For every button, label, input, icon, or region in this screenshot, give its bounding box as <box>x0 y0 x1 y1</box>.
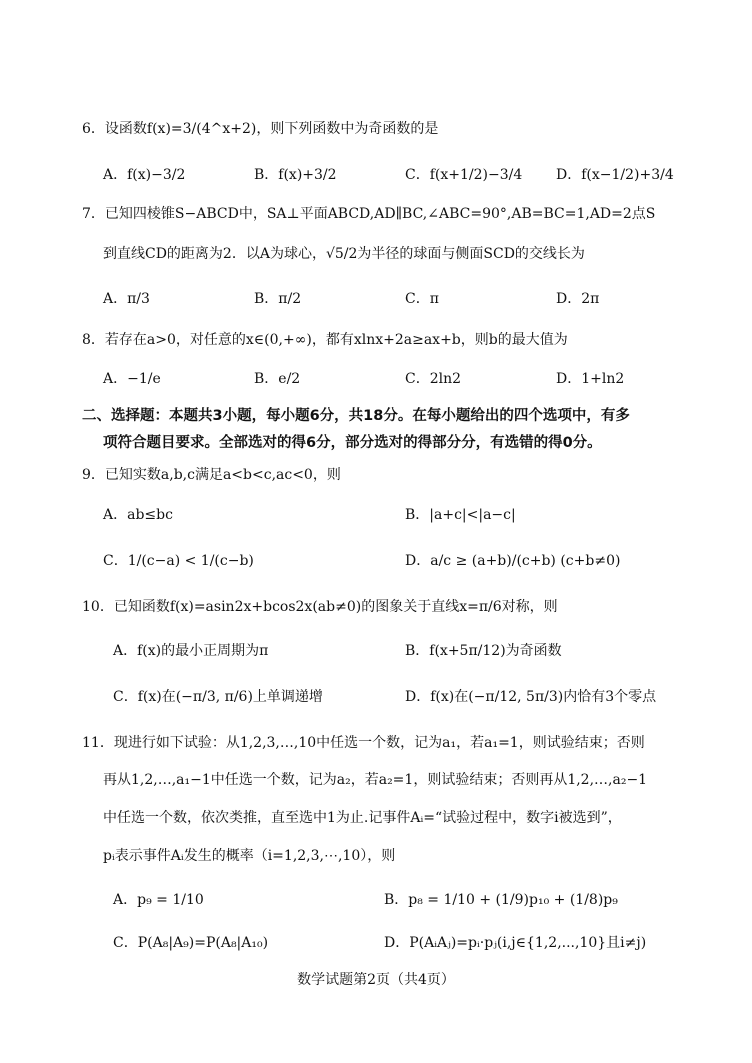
q11-line4: pᵢ表示事件Aᵢ发生的概率（i=1,2,3,⋯,10），则 <box>103 848 396 864</box>
page-footer: 数学试题第2页（共4页） <box>297 972 455 988</box>
q7-option-a: A．π/3 <box>103 291 150 307</box>
section2-line2: 项符合题目要求。全部选对的得6分，部分选对的得部分分，有选错的得0分。 <box>103 435 602 451</box>
q9-option-c: C．1/(c−a) < 1/(c−b) <box>103 553 254 569</box>
q10-option-b: B．f(x+5π/12)为奇函数 <box>405 643 562 659</box>
q6-option-d: D．f(x−1/2)+3/4 <box>556 167 674 183</box>
q7-line2: 到直线CD的距离为2．以A为球心，√5/2为半径的球面与侧面SCD的交线长为 <box>103 246 585 262</box>
q8-option-b: B．e/2 <box>254 371 301 387</box>
q11-option-d: D．P(AᵢAⱼ)=pᵢ·pⱼ(i,j∈{1,2,...,10}且i≠j) <box>384 935 647 951</box>
q11-line1: 11．现进行如下试验：从1,2,3,…,10中任选一个数，记为a₁，若a₁=1，则试验结束；否则 <box>82 735 645 751</box>
q10-stem: 10．已知函数f(x)=asin2x+bcos2x(ab≠0)的图象关于直线x=π/6对称，则 <box>82 599 558 615</box>
q11-option-b: B．p₈ = 1/10 + (1/9)p₁₀ + (1/8)p₉ <box>384 892 618 908</box>
q6-option-c: C．f(x+1/2)−3/4 <box>405 167 523 183</box>
q9-stem: 9．已知实数a,b,c满足a<b<c,ac<0，则 <box>82 467 341 483</box>
section2-line1: 二、选择题：本题共3小题，每小题6分，共18分。在每小题给出的四个选项中，有多 <box>82 408 630 424</box>
q8-stem: 8．若存在a>0，对任意的x∈(0,+∞)，都有xlnx+2a≥ax+b，则b的最大值为 <box>82 332 568 348</box>
q10-option-a: A．f(x)的最小正周期为π <box>113 643 269 659</box>
q10-option-d: D．f(x)在(−π/12, 5π/3)内恰有3个零点 <box>405 689 657 705</box>
q7-line1: 7．已知四棱锥S−ABCD中，SA⊥平面ABCD,AD∥BC,∠ABC=90°,AB=BC=1,AD=2点S <box>82 206 656 222</box>
q9-option-d: D．a/c ≥ (a+b)/(c+b) (c+b≠0) <box>405 553 621 569</box>
q8-option-d: D．1+ln2 <box>556 371 625 387</box>
q8-option-c: C．2ln2 <box>405 371 462 387</box>
q6-stem: 6．设函数f(x)=3/(4^x+2)，则下列函数中为奇函数的是 <box>82 121 439 137</box>
q9-option-a: A．ab≤bc <box>103 507 173 523</box>
q6-option-a: A．f(x)−3/2 <box>103 167 186 183</box>
q11-option-c: C．P(A₈|A₉)=P(A₈|A₁₀) <box>113 935 269 951</box>
q9-option-b: B．|a+c|<|a−c| <box>405 507 516 523</box>
q10-option-c: C．f(x)在(−π/3, π/6)上单调递增 <box>113 689 323 705</box>
q11-line2: 再从1,2,…,a₁−1中任选一个数，记为a₂，若a₂=1，则试验结束；否则再从1,2,…,a₂−1 <box>103 772 648 788</box>
q8-option-a: A．−1/e <box>103 371 161 387</box>
q7-option-d: D．2π <box>556 291 600 307</box>
q7-option-c: C．π <box>405 291 439 307</box>
q11-option-a: A．p₉ = 1/10 <box>113 892 204 908</box>
q7-option-b: B．π/2 <box>254 291 302 307</box>
q11-line3: 中任选一个数，依次类推，直至选中1为止.记事件Aᵢ=“试验过程中，数字i被选到”， <box>103 810 622 826</box>
q6-option-b: B．f(x)+3/2 <box>254 167 337 183</box>
